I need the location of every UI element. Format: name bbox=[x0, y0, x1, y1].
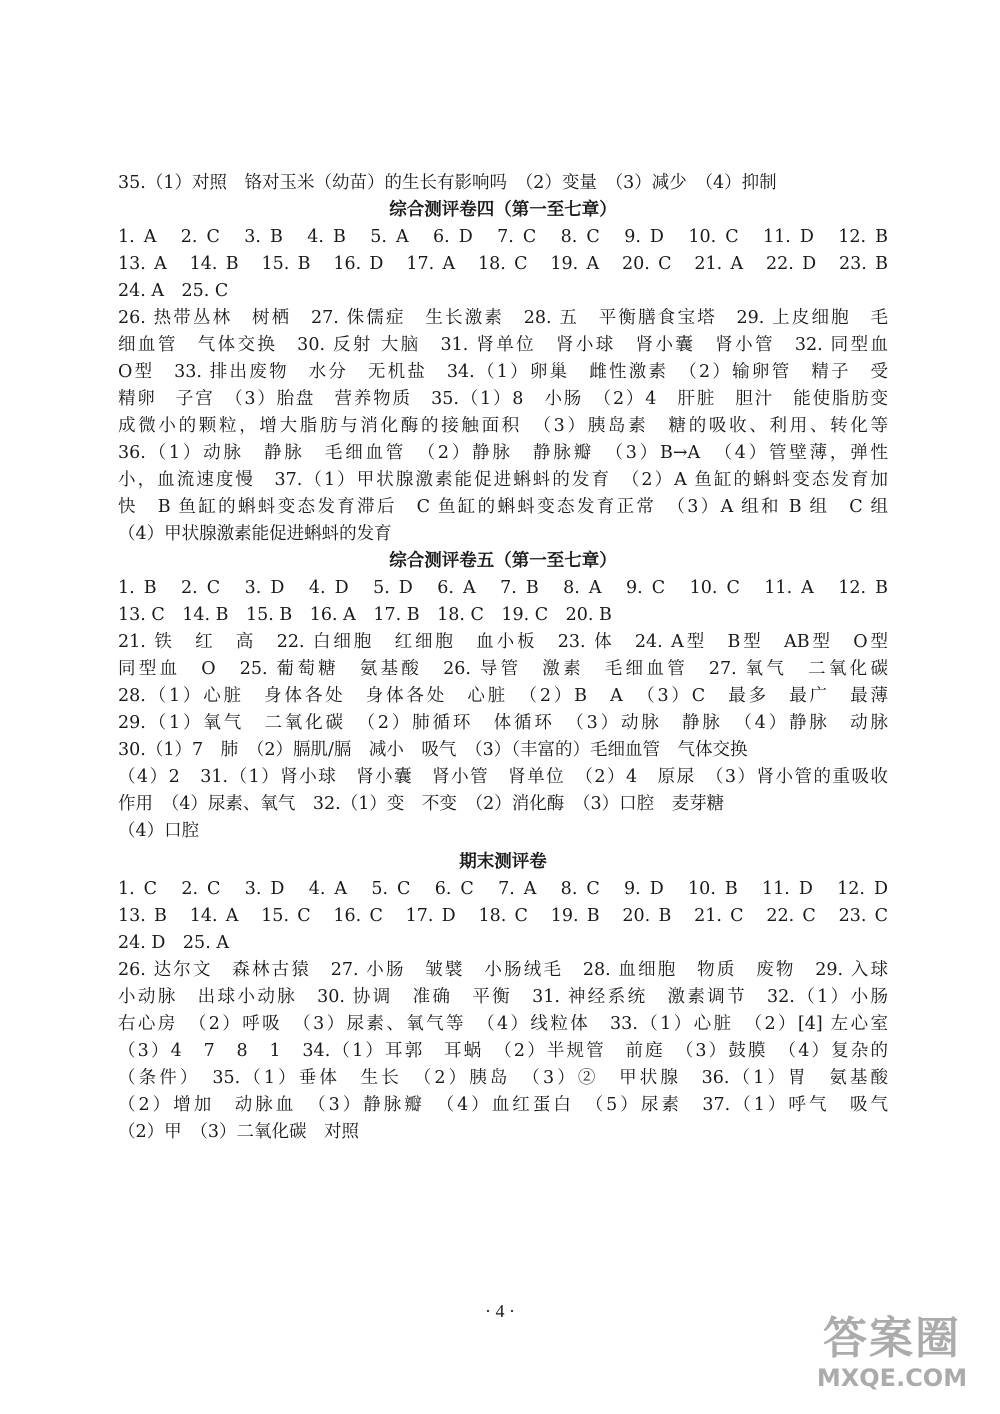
answer-line: 小动脉 出球小动脉 30. 协调 准确 平衡 31. 神经系统 激素调节 32.（1）小肠 bbox=[118, 987, 888, 1007]
answer-line: （4）2 31.（1）肾小球 肾小囊 肾小管 肾单位 （2）4 原尿 （3）肾小管的重吸收 bbox=[118, 767, 888, 787]
answer-line: 成微小的颗粒，增大脂肪与消化酶的接触面积 （3）胰岛素 糖的吸收、利用、转化等 bbox=[118, 416, 888, 436]
watermark-text: 答案圈 bbox=[823, 1313, 961, 1364]
answer-content bbox=[118, 170, 888, 1146]
answer-line: 21. 铁 红 高 22. 白细胞 红细胞 血小板 23. 体 24. A型 B型 AB型 O型 bbox=[118, 632, 888, 652]
answer-line: 29.（1）氧气 二氧化碳 （2）肺循环 体循环 （3）动脉 静脉 （4）静脉 动脉 bbox=[118, 713, 888, 733]
answer-line: 小，血流速度慢 37.（1）甲状腺激素能促进蝌蚪的发育 （2）A 鱼缸的蝌蚪变态发育加 bbox=[118, 470, 888, 490]
answer-line: 30.（1）7 肺 （2）膈肌/膈 减小 吸气 （3）（丰富的）毛细血管 气体交换 bbox=[118, 740, 748, 760]
answer-line: （条件） 35.（1）垂体 生长 （2）胰岛 （3）② 甲状腺 36.（1）胃 氨基酸 bbox=[118, 1068, 888, 1088]
answer-line: 13. C 14. B 15. B 16. A 17. B 18. C 19. C 20. B bbox=[118, 605, 612, 625]
answer-line: （4）甲状腺激素能促进蝌蚪的发育 bbox=[118, 524, 392, 544]
section-title: 期末测评卷 bbox=[459, 852, 547, 872]
answer-line: 1. B 2. C 3. D 4. D 5. D 6. A 7. B 8. A 9. C 10. C 11. A 12. B bbox=[118, 578, 888, 598]
answer-line: 精卵 子宫 （3）胎盘 营养物质 35.（1）8 小肠 （2）4 肝脏 胆汁 能使脂肪变 bbox=[118, 389, 888, 409]
answer-line: 作用 （4）尿素、氧气 32.（1）变 不变 （2）消化酶 （3）口腔 麦芽糖 bbox=[118, 794, 725, 814]
answer-line: 28.（1）心脏 身体各处 身体各处 心脏 （2）B A （3）C 最多 最广 最薄 bbox=[118, 686, 888, 706]
answer-line: 35.（1）对照 铬对玉米（幼苗）的生长有影响吗 （2）变量 （3）减少 （4）抑制 bbox=[118, 173, 777, 193]
answer-line: 右心房 （2）呼吸 （3）尿素、氧气等 （4）线粒体 33.（1）心脏 （2）[4] 左心室 bbox=[118, 1014, 888, 1034]
page-number: · 4 · bbox=[485, 1301, 515, 1321]
answer-line: 细血管 气体交换 30. 反射 大脑 31. 肾单位 肾小球 肾小囊 肾小管 32. 同型血 bbox=[118, 335, 888, 355]
section-title: 综合测评卷四（第一至七章） bbox=[389, 200, 617, 220]
answer-line: 快 B 鱼缸的蝌蚪变态发育滞后 C 鱼缸的蝌蚪变态发育正常 （3）A 组和 B 组 C 组 bbox=[118, 497, 888, 517]
section-title: 综合测评卷五（第一至七章） bbox=[389, 551, 617, 571]
answer-line: 同型血 O 25. 葡萄糖 氨基酸 26. 导管 激素 毛细血管 27. 氧气 二氧化碳 bbox=[118, 659, 888, 679]
answer-line: （2）增加 动脉血 （3）静脉瓣 （4）血红蛋白 （5）尿素 37.（1）呼气 吸气 bbox=[118, 1095, 888, 1115]
answer-line: 26. 热带丛林 树栖 27. 侏儒症 生长激素 28. 五 平衡膳食宝塔 29. 上皮细胞 毛 bbox=[118, 308, 888, 328]
answer-line: 1. C 2. C 3. D 4. A 5. C 6. C 7. A 8. C 9. D 10. B 11. D 12. D bbox=[118, 879, 888, 899]
answer-line: 36.（1）动脉 静脉 毛细血管 （2）静脉 静脉瓣 （3）B→A （4）管壁薄，弹性 bbox=[118, 443, 888, 463]
answer-line: （2）甲 （3）二氧化碳 对照 bbox=[118, 1122, 360, 1142]
answer-line: 1. A 2. C 3. B 4. B 5. A 6. D 7. C 8. C 9. D 10. C 11. D 12. B bbox=[118, 227, 888, 247]
watermark-url: MXQE.COM bbox=[816, 1364, 968, 1392]
watermark-logo bbox=[792, 1298, 992, 1410]
answer-line: 24. A 25. C bbox=[118, 281, 229, 301]
answer-line: 24. D 25. A bbox=[118, 933, 229, 953]
answer-line: 13. A 14. B 15. B 16. D 17. A 18. C 19. A 20. C 21. A 22. D 23. B bbox=[118, 254, 888, 274]
answer-line: 13. B 14. A 15. C 16. C 17. D 18. C 19. B 20. B 21. C 22. C 23. C bbox=[118, 906, 888, 926]
answer-line: （4）口腔 bbox=[118, 821, 200, 841]
answer-line: O型 33. 排出废物 水分 无机盐 34.（1）卵巢 雌性激素 （2）输卵管 精子 受 bbox=[118, 362, 888, 382]
answer-line: 26. 达尔文 森林古猿 27. 小肠 皱襞 小肠绒毛 28. 血细胞 物质 废物 29. 入球 bbox=[118, 960, 888, 980]
answer-line: （3）4 7 8 1 34.（1）耳郭 耳蜗 （2）半规管 前庭 （3）鼓膜 （4）复杂的 bbox=[118, 1041, 888, 1061]
